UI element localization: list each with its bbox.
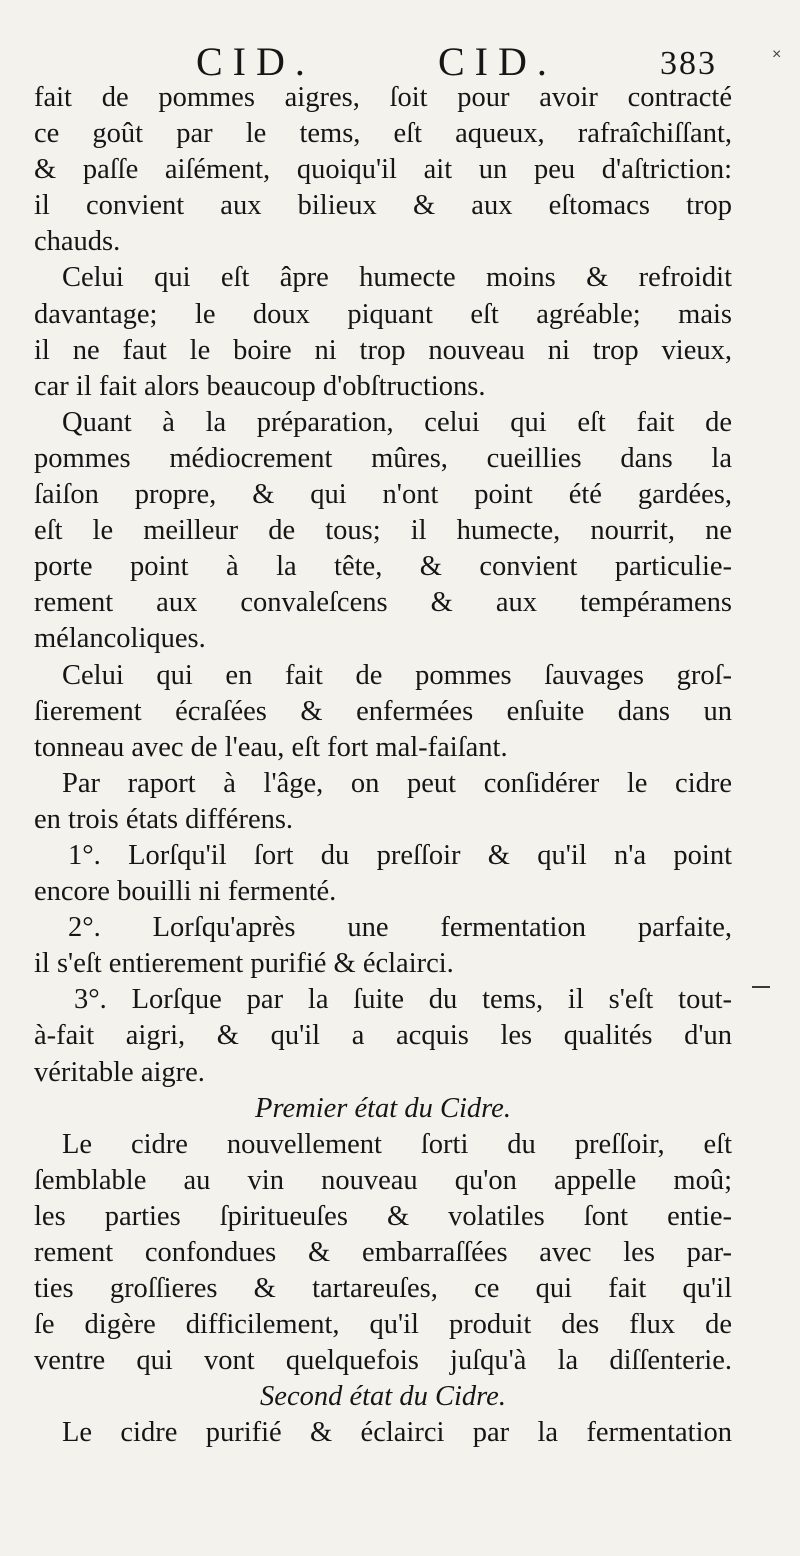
text-line: 2°. Lorſqu'après une fermentation parfaite, [68, 912, 732, 944]
text-line: Celui qui en fait de pommes ſauvages groſ- [62, 659, 732, 691]
text-line: ties groſſieres & tartareuſes, ce qui fait qu'il [34, 1273, 732, 1305]
text-line: il convient aux bilieux & aux eſtomacs trop [34, 190, 732, 222]
text-line: porte point à la tête, & convient particulie- [34, 551, 732, 583]
text-line: rement confondues & embarraſſées avec les par- [34, 1237, 732, 1268]
text-line: pommes médiocrement mûres, cueillies dans la [34, 442, 732, 474]
text-line: en trois états différens. [34, 803, 294, 835]
text-line: Le cidre purifié & éclairci par la fermentation [62, 1417, 732, 1449]
margin-dash [752, 986, 770, 988]
text-line: fait de pommes aigres, ſoit pour avoir contracté [34, 82, 732, 113]
text-line: Le cidre nouvellement ſorti du preſſoir, eſt [62, 1128, 732, 1160]
text-line: ſierement écraſées & enfermées enſuite dans un [34, 695, 732, 727]
headword-right: CID. [438, 39, 557, 84]
text-line: les parties ſpiritueuſes & volatiles ſont entie- [34, 1200, 732, 1232]
corner-mark: × [772, 46, 782, 63]
text-line: chauds. [34, 226, 121, 258]
headword-left: CID. [196, 39, 315, 84]
text-line: eſt le meilleur de tous; il humecte, nourrit, ne [34, 515, 732, 547]
section-heading: Second état du Cidre. [260, 1381, 506, 1413]
body-text [34, 80, 732, 1452]
text-line: il ne faut le boire ni trop nouveau ni trop vieux, [34, 334, 732, 366]
text-line: ſemblable au vin nouveau qu'on appelle moû; [34, 1164, 732, 1196]
text-line: mélancoliques. [34, 623, 206, 655]
text-line: 1°. Lorſqu'il ſort du preſſoir & qu'il n'a point [68, 839, 732, 871]
text-line: car il fait alors beaucoup d'obſtructions. [34, 370, 486, 402]
text-line: ſaiſon propre, & qui n'ont point été gardées, [34, 479, 732, 511]
text-line: rement aux convaleſcens & aux tempéramens [34, 587, 732, 619]
text-line: encore bouilli ni fermenté. [34, 876, 337, 908]
text-line: & paſſe aiſément, quoiqu'il ait un peu d'aſtriction: [34, 154, 732, 186]
text-line: ce goût par le tems, eſt aqueux, rafraîchiſſant, [34, 118, 732, 150]
text-line: Celui qui eſt âpre humecte moins & refroidit [62, 262, 732, 294]
text-line: véritable aigre. [34, 1056, 205, 1088]
text-line: ſe digère difficilement, qu'il produit des flux de [34, 1309, 732, 1341]
text-line: il s'eſt entierement purifié & éclairci. [34, 948, 454, 980]
text-line: 3°. Lorſque par la ſuite du tems, il s'eſt tout- [74, 984, 732, 1016]
text-line: ventre qui vont quelquefois juſqu'à la diſſenterie. [34, 1345, 732, 1377]
text-line: Par raport à l'âge, on peut conſidérer le cidre [62, 767, 732, 799]
page-number: 383 [660, 45, 717, 82]
text-line: davantage; le doux piquant eſt agréable; mais [34, 298, 732, 330]
section-heading: Premier état du Cidre. [255, 1092, 511, 1124]
text-line: Quant à la préparation, celui qui eſt fait de [62, 406, 732, 438]
text-line: tonneau avec de l'eau, eſt fort mal-faiſant. [34, 731, 508, 763]
text-line: à-fait aigri, & qu'il a acquis les qualités d'un [34, 1020, 732, 1052]
